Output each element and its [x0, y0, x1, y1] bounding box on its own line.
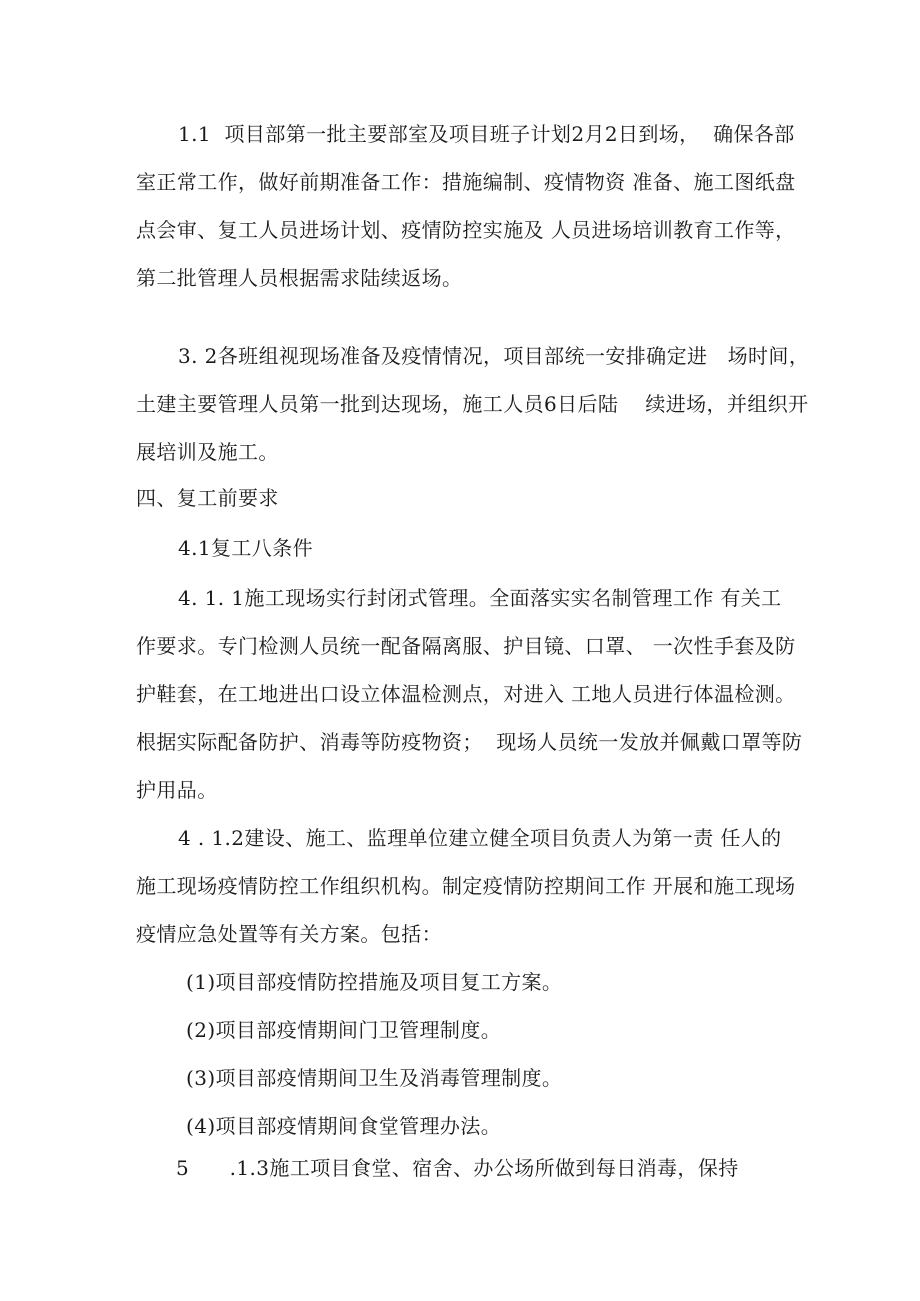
paragraph-1-1-line-2: 室正常工作，做好前期准备工作：措施编制、疫情物资 准备、施工图纸盘	[136, 170, 796, 194]
section-heading-4: 四、复工前要求	[136, 486, 279, 510]
paragraph-3-2-line-3: 展培训及施工。	[136, 440, 279, 464]
list-item-1: (1)项目部疫情防控措施及项目复工方案。	[186, 970, 563, 994]
list-item-3: (3)项目部疫情期间卫生及消毒管理制度。	[186, 1066, 563, 1090]
paragraph-4-1-1-line-1: 4. 1. 1施工现场实行封闭式管理。全面落实实名制管理工作 有关工	[178, 586, 782, 610]
paragraph-4-1-2-line-3: 疫情应急处置等有关方案。包括：	[136, 922, 442, 946]
paragraph-1-1-line-1: 1.1 项目部第一批主要部室及项目班子计划2月2日到场， 确保各部	[178, 122, 795, 146]
paragraph-3-2-line-1: 3. 2各班组视现场准备及疫情情况，项目部统一安排确定进 场时间，	[178, 344, 810, 368]
paragraph-4-1-2-line-1: 4 . 1.2建设、施工、监理单位建立健全项目负责人为第一责 任人的	[178, 826, 782, 850]
paragraph-3-2-line-2: 土建主要管理人员第一批到达现场，施工人员6日后陆 续进场，并组织开	[136, 392, 809, 416]
list-item-4: (4)项目部疫情期间食堂管理办法。	[186, 1114, 502, 1138]
list-item-2: (2)项目部疫情期间门卫管理制度。	[186, 1018, 502, 1042]
paragraph-1-1-line-4: 第二批管理人员根据需求陆续返场。	[136, 266, 463, 290]
paragraph-5-1-3-line-1: 5 .1.3施工项目食堂、宿舍、办公场所做到每日消毒，保持	[176, 1156, 739, 1180]
subsection-heading-4-1: 4.1复工八条件	[178, 536, 314, 560]
paragraph-4-1-1-line-4: 根据实际配备防护、消毒等防疫物资； 现场人员统一发放并佩戴口罩等防	[136, 730, 803, 754]
paragraph-4-1-1-line-3: 护鞋套，在工地进出口设立体温检测点，对进入 工地人员进行体温检测。	[136, 682, 796, 706]
paragraph-4-1-1-line-2: 作要求。专门检测人员统一配备隔离服、护目镜、口罩、 一次性手套及防	[136, 634, 796, 658]
paragraph-1-1-line-3: 点会审、复工人员进场计划、疫情防控实施及 人员进场培训教育工作等，	[136, 218, 796, 242]
paragraph-4-1-2-line-2: 施工现场疫情防控工作组织机构。制定疫情防控期间工作 开展和施工现场	[136, 874, 796, 898]
paragraph-4-1-1-line-5: 护用品。	[136, 778, 218, 802]
